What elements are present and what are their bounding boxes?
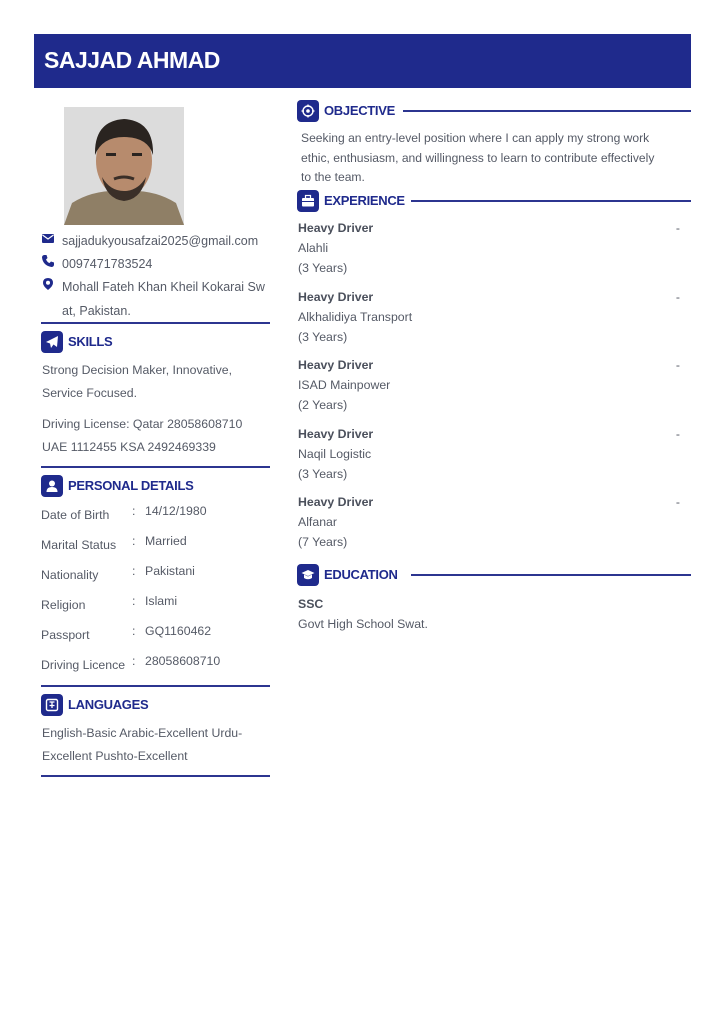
skills-text [42,359,270,459]
detail-value: Islami [145,594,178,608]
job-company: ISAD Mainpower [298,378,391,392]
detail-label: Nationality [41,568,99,582]
skills-title: SKILLS [68,334,113,349]
objective-line-1: Seeking an entry-level position where I can apply my strong work [301,131,650,145]
email-text[interactable]: sajjadukyousafzai2025@gmail.com [62,234,259,248]
experience-rule [411,200,691,202]
experience-title: EXPERIENCE [324,193,405,208]
phone-row [41,252,281,276]
divider [41,775,270,777]
date-separator: - [675,358,680,372]
detail-label: Passport [41,628,90,642]
paper-plane-icon [41,331,63,353]
detail-row [41,594,270,618]
detail-row [41,654,270,678]
divider [41,685,270,687]
detail-label: Marital Status [41,538,117,552]
personal-details-title: PERSONAL DETAILS [68,478,194,493]
job-company: Alfanar [298,515,337,529]
envelope-icon [41,231,55,245]
divider [41,466,270,468]
skills-line-3: Driving License: Qatar 28058608710 [42,417,243,431]
skills-heading [41,331,271,355]
job-duration: (7 Years) [298,535,348,549]
experience-heading [297,190,692,214]
detail-colon: : [132,624,136,638]
job-title: Heavy Driver [298,495,374,509]
detail-colon: : [132,654,136,668]
date-separator: - [675,221,680,235]
languages-line-2: Excellent Pushto-Excellent [42,749,188,763]
detail-label: Driving Licence [41,658,126,672]
detail-colon: : [132,594,136,608]
education-rule [411,574,691,576]
job-company: Alahli [298,241,329,255]
objective-heading [297,100,692,124]
languages-heading [41,694,271,718]
skills-line-1: Strong Decision Maker, Innovative, [42,363,233,377]
detail-label: Religion [41,598,86,612]
personal-details-heading [41,475,271,499]
job-duration: (3 Years) [298,467,348,481]
education-title: EDUCATION [324,567,398,582]
education-heading [297,564,692,588]
address-line-2: at, Pakistan. [62,304,131,318]
job-title: Heavy Driver [298,290,374,304]
education-degree: SSC [298,597,324,611]
address-row [41,275,281,323]
experience-item [298,424,684,484]
language-book-icon [41,694,63,716]
education-item [298,594,684,634]
experience-item [298,492,684,552]
briefcase-icon [297,190,319,212]
education-school: Govt High School Swat. [298,617,428,631]
job-title: Heavy Driver [298,221,374,235]
objective-rule [403,110,691,112]
languages-line-1: English-Basic Arabic-Excellent Urdu- [42,726,243,740]
skills-line-2: Service Focused. [42,386,138,400]
job-company: Alkhalidiya Transport [298,310,413,324]
experience-item [298,218,684,278]
date-separator: - [675,495,680,509]
job-duration: (2 Years) [298,398,348,412]
date-separator: - [675,427,680,441]
job-title: Heavy Driver [298,427,374,441]
detail-row [41,534,270,558]
experience-item [298,355,684,415]
detail-value: 28058608710 [145,654,221,668]
detail-colon: : [132,504,136,518]
job-title: Heavy Driver [298,358,374,372]
address-line-1: Mohall Fateh Khan Kheil Kokarai Sw [62,280,265,294]
graduation-cap-icon [297,564,319,586]
candidate-name: SAJJAD AHMAD [44,47,220,73]
job-duration: (3 Years) [298,330,348,344]
name-header [34,34,691,88]
person-icon [41,475,63,497]
date-separator: - [675,290,680,304]
detail-colon: : [132,534,136,548]
detail-value: Married [145,534,187,548]
profile-photo [64,107,184,225]
detail-row [41,504,270,528]
detail-value: Pakistani [145,564,195,578]
target-icon [297,100,319,122]
languages-text [42,722,270,768]
languages-title: LANGUAGES [68,697,149,712]
phone-icon [41,254,55,268]
detail-value: 14/12/1980 [145,504,207,518]
detail-value: GQ1160462 [145,624,212,638]
objective-line-3: to the team. [301,170,365,184]
detail-label: Date of Birth [41,508,110,522]
experience-item [298,287,684,347]
job-company: Naqil Logistic [298,447,372,461]
map-pin-icon [41,277,55,291]
skills-line-4: UAE 1112455 KSA 2492469339 [42,440,216,454]
objective-line-2: ethic, enthusiasm, and willingness to learn to contribute effectively [301,150,655,165]
detail-colon: : [132,564,136,578]
divider [41,322,270,324]
objective-title: OBJECTIVE [324,103,395,118]
detail-row [41,624,270,648]
objective-text [301,129,693,188]
job-duration: (3 Years) [298,261,348,275]
email-row [41,229,281,253]
phone-text[interactable]: 0097471783524 [62,257,153,271]
detail-row [41,564,270,588]
